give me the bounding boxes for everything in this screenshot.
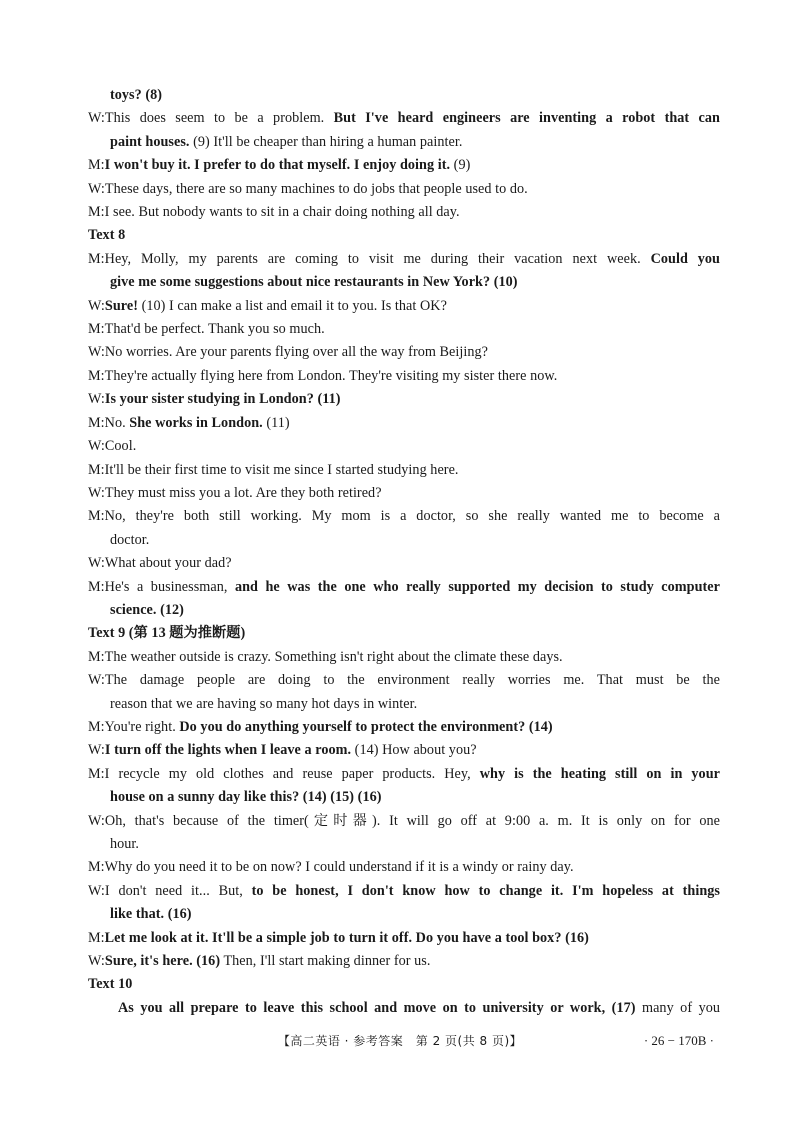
bold-answer-text: Do you do anything yourself to protect the environment? (14) — [179, 718, 553, 735]
text-line — [88, 365, 720, 388]
dialogue-text: hour. — [110, 836, 140, 852]
footer-page-info: 【高二英语 · 参考答案 第 2 页(共 8 页)】 — [277, 1034, 523, 1048]
page-footer — [0, 1029, 800, 1053]
dialogue-text: W: — [88, 742, 105, 759]
bold-answer-text: Text 8 — [88, 227, 126, 244]
dialogue-text: W:What about your dad? — [88, 555, 232, 572]
text-line — [88, 856, 720, 879]
bold-answer-text: to be honest, I don't know how to change it. I'm hopeless at things — [251, 882, 720, 899]
dialogue-text: W:These days, there are so many machines to do jobs that people used to do. — [88, 180, 528, 197]
text-line — [88, 997, 720, 1020]
text-line — [88, 318, 720, 341]
dialogue-text: Then, I'll start making dinner for us. — [220, 953, 431, 970]
dialogue-text: M:Why do you need it to be on now? I could understand if it is a windy or rainy day. — [88, 859, 574, 876]
text-line — [88, 763, 720, 786]
text-line — [88, 529, 720, 552]
bold-answer-text: why is the heating still on in your — [479, 765, 720, 782]
bold-answer-text: Text 9 (第 13 题为推断题) — [88, 625, 246, 642]
text-line — [88, 810, 720, 833]
text-line — [88, 646, 720, 669]
dialogue-text: W: — [88, 297, 105, 314]
bold-answer-text: science. (12) — [110, 601, 184, 618]
text-line — [88, 459, 720, 482]
dialogue-text: M: — [88, 157, 105, 174]
dialogue-text: M:I recycle my old clothes and reuse paper products. Hey, — [88, 765, 480, 782]
bold-answer-text: and he was the one who really supported my decision to study computer — [234, 578, 721, 595]
dialogue-text: W:Cool. — [88, 438, 137, 455]
dialogue-text: M:The weather outside is crazy. Something isn't right about the climate these days. — [88, 648, 563, 665]
text-line — [88, 435, 720, 458]
bold-answer-text: like that. (16) — [110, 906, 192, 923]
text-line — [88, 552, 720, 575]
dialogue-text: W:They must miss you a lot. Are they both retired? — [88, 484, 382, 501]
text-line — [88, 201, 720, 224]
dialogue-text: (9) — [450, 157, 471, 174]
dialogue-text: W:This does seem to be a problem. — [88, 110, 334, 127]
dialogue-text: W: — [88, 391, 105, 408]
bold-answer-text: Sure, it's here. (16) — [104, 953, 221, 970]
text-line — [88, 716, 720, 739]
text-line — [88, 576, 720, 599]
dialogue-text: M:It'll be their first time to visit me since I started studying here. — [88, 461, 459, 478]
footer-code: · 26 − 170B · — [643, 1033, 714, 1048]
dialogue-text: M:That'd be perfect. Thank you so much. — [88, 321, 325, 338]
bold-answer-text: toys? (8) — [110, 87, 163, 103]
text-line — [88, 693, 720, 716]
dialogue-text: W:Oh, that's because of the timer(定时器). It will go off at 9:00 a. m. It is only on for one — [88, 812, 720, 829]
bold-answer-text: Let me look at it. It'll be a simple job to turn it off. Do you have a tool box? (16) — [104, 929, 589, 946]
text-line — [88, 84, 720, 107]
text-line — [88, 903, 720, 926]
dialogue-text: (9) It'll be cheaper than hiring a human painter. — [189, 133, 463, 150]
section-heading — [88, 973, 720, 996]
text-line — [88, 786, 720, 809]
dialogue-text: doctor. — [110, 531, 150, 548]
bold-answer-text: give me some suggestions about nice restaurants in New York? (10) — [110, 274, 518, 291]
bold-answer-text: Text 10 — [88, 976, 133, 993]
text-line — [88, 131, 720, 154]
dialogue-text: reason that we are having so many hot days in winter. — [110, 695, 418, 712]
dialogue-text: W:The damage people are doing to the environment really worries me. That must be the — [88, 672, 720, 689]
text-line — [88, 412, 720, 435]
bold-answer-text: But I've heard engineers are inventing a robot that can — [333, 110, 720, 127]
text-line — [88, 669, 720, 692]
bold-answer-text: Sure! — [104, 297, 138, 314]
text-line — [88, 833, 720, 856]
bold-answer-text: paint houses. — [110, 133, 190, 150]
text-line — [88, 739, 720, 762]
dialogue-text: M:He's a businessman, — [88, 578, 235, 595]
dialogue-text: (11) — [262, 414, 290, 431]
text-line — [88, 505, 720, 528]
dialogue-text: many of you — [635, 999, 720, 1016]
bold-answer-text: Is your sister studying in London? (11) — [104, 391, 341, 408]
text-line — [88, 341, 720, 364]
text-line — [88, 271, 720, 294]
text-line — [88, 154, 720, 177]
dialogue-text: M: — [88, 929, 105, 946]
section-heading — [88, 224, 720, 247]
dialogue-text: M:No, they're both still working. My mom is a doctor, so she really wanted me to become a — [88, 508, 720, 525]
bold-answer-text: I won't buy it. I prefer to do that myself. I enjoy doing it. — [104, 157, 451, 174]
section-heading — [88, 622, 720, 645]
bold-answer-text: Could you — [650, 250, 720, 267]
dialogue-text: (10) I can make a list and email it to you. Is that OK? — [138, 297, 447, 314]
text-line — [88, 388, 720, 411]
dialogue-text: (14) How about you? — [351, 742, 477, 759]
bold-answer-text: house on a sunny day like this? (14) (15) (16) — [110, 789, 382, 806]
text-line — [88, 927, 720, 950]
dialogue-text: M:They're actually flying here from London. They're visiting my sister there now. — [88, 367, 558, 384]
dialogue-text: M:You're right. — [88, 718, 180, 735]
text-line — [88, 950, 720, 973]
text-line — [88, 248, 720, 271]
dialogue-text: M:No. — [88, 414, 130, 431]
bold-answer-text: I turn off the lights when I leave a room. — [104, 742, 352, 759]
text-line — [88, 599, 720, 622]
text-line — [88, 107, 720, 130]
dialogue-text: M:Hey, Molly, my parents are coming to visit me during their vacation next week. — [88, 250, 651, 267]
answer-script-body — [88, 84, 720, 1020]
dialogue-text: W: — [88, 953, 105, 970]
text-line — [88, 482, 720, 505]
bold-answer-text: As you all prepare to leave this school and move on to university or work, (17) — [118, 999, 636, 1016]
text-line — [88, 178, 720, 201]
dialogue-text: M:I see. But nobody wants to sit in a chair doing nothing all day. — [88, 204, 460, 221]
dialogue-text: W:I don't need it... But, — [88, 882, 252, 899]
dialogue-text: W:No worries. Are your parents flying over all the way from Beijing? — [88, 344, 489, 361]
bold-answer-text: She works in London. — [129, 414, 263, 431]
text-line — [88, 880, 720, 903]
text-line — [88, 295, 720, 318]
